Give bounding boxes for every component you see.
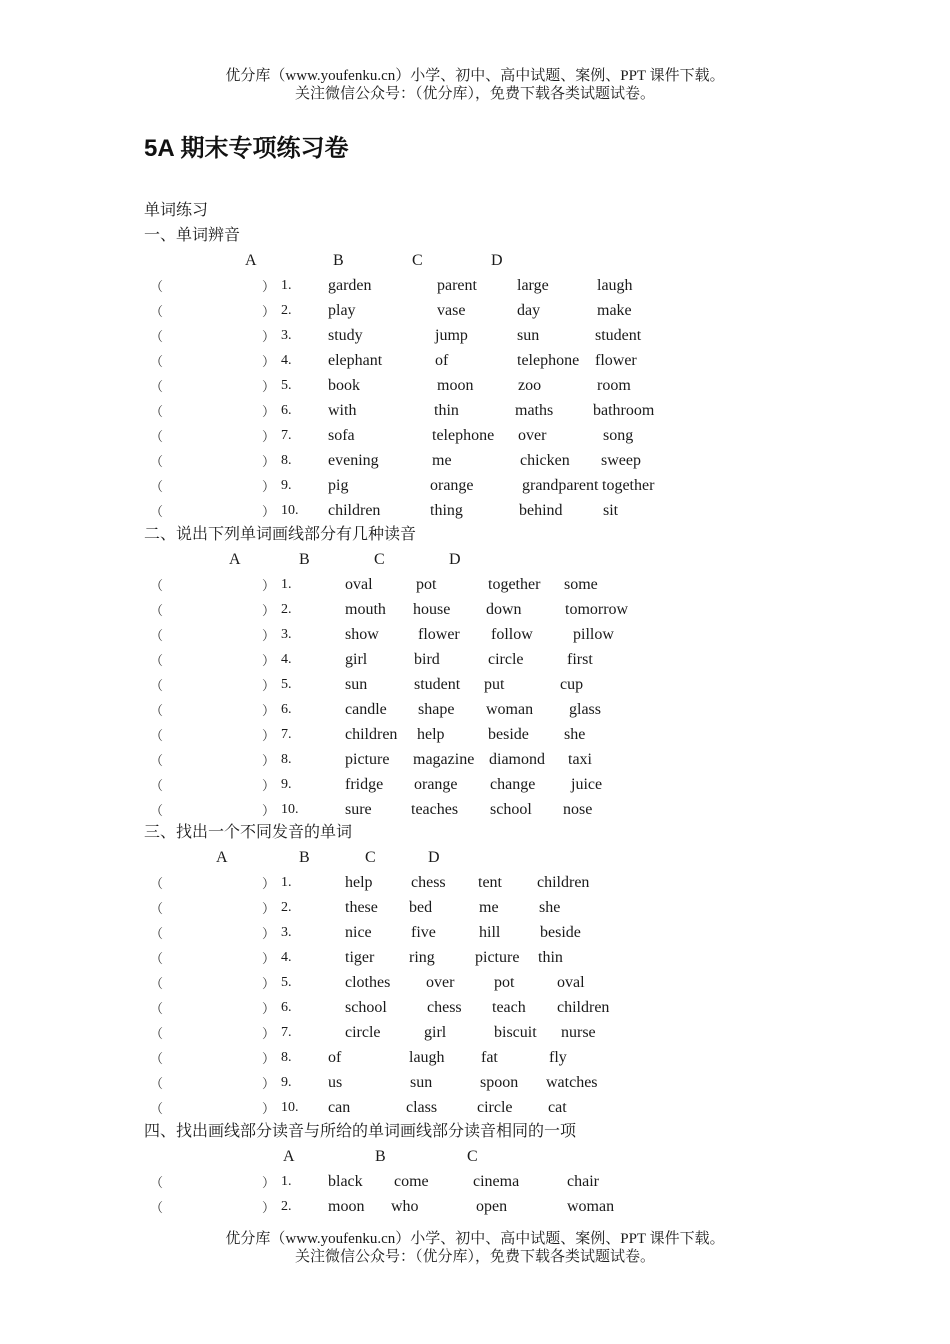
- answer-blank[interactable]: [166, 301, 260, 321]
- option-letter: C: [467, 1148, 478, 1165]
- footer-line-1: 优分库（www.youfenku.cn）小学、初中、高中试题、案例、PPT 课件下载。: [225, 1231, 725, 1247]
- question-number: 2.: [281, 602, 292, 617]
- answer-blank[interactable]: [166, 973, 260, 993]
- word-option: school: [345, 999, 387, 1016]
- answer-paren-open: （: [150, 901, 164, 916]
- word-option: candle: [345, 701, 387, 718]
- answer-paren-open: （: [150, 578, 164, 593]
- answer-paren-close: ）: [262, 279, 276, 294]
- answer-paren-close: ）: [262, 603, 276, 618]
- word-option: parent: [437, 277, 477, 294]
- word-option: grandparent: [522, 477, 599, 494]
- word-option: watches: [546, 1074, 598, 1091]
- answer-paren-close: ）: [262, 504, 276, 519]
- word-option: chess: [427, 999, 462, 1016]
- question-number: 5.: [281, 975, 292, 990]
- word-option: maths: [515, 402, 554, 419]
- word-option: flower: [418, 626, 460, 643]
- word-option: tent: [478, 874, 502, 891]
- answer-paren-open: （: [150, 279, 164, 294]
- word-option: sit: [603, 502, 619, 519]
- answer-blank[interactable]: [166, 800, 260, 820]
- answer-paren-open: （: [150, 479, 164, 494]
- question-number: 8.: [281, 453, 292, 468]
- header-line-2: 关注微信公众号：（优分库），免费下载各类试题试卷。: [294, 86, 655, 102]
- answer-paren-close: ）: [262, 429, 276, 444]
- word-option: day: [517, 302, 541, 319]
- word-option: telephone: [517, 352, 580, 369]
- answer-blank[interactable]: [166, 923, 260, 943]
- word-option: house: [413, 601, 451, 618]
- word-option: cinema: [473, 1173, 520, 1190]
- word-option: hill: [479, 924, 501, 941]
- header-line-1: 优分库（www.youfenku.cn）小学、初中、高中试题、案例、PPT 课件下载。: [225, 68, 725, 84]
- answer-paren-open: （: [150, 454, 164, 469]
- word-option: together: [602, 477, 655, 494]
- word-option: girl: [424, 1024, 447, 1041]
- word-option: teach: [492, 999, 526, 1016]
- question-number: 1.: [281, 875, 292, 890]
- answer-paren-open: （: [150, 951, 164, 966]
- answer-paren-open: （: [150, 876, 164, 891]
- word-option: circle: [477, 1099, 513, 1116]
- option-letter: A: [229, 551, 241, 568]
- answer-paren-open: （: [150, 976, 164, 991]
- answer-blank[interactable]: [166, 376, 260, 396]
- word-option: evening: [328, 452, 379, 469]
- word-option: sun: [410, 1074, 433, 1091]
- answer-paren-close: ）: [262, 404, 276, 419]
- question-number: 9.: [281, 777, 292, 792]
- question-number: 10.: [281, 802, 299, 817]
- word-option: pig: [328, 477, 349, 494]
- answer-blank[interactable]: [166, 501, 260, 521]
- answer-paren-open: （: [150, 728, 164, 743]
- answer-blank[interactable]: [166, 1023, 260, 1043]
- word-option: nice: [345, 924, 372, 941]
- word-option: sun: [345, 676, 368, 693]
- answer-paren-open: （: [150, 753, 164, 768]
- answer-blank[interactable]: [166, 998, 260, 1018]
- answer-blank[interactable]: [166, 1197, 260, 1217]
- answer-paren-close: ）: [262, 926, 276, 941]
- word-option: who: [391, 1198, 419, 1215]
- question-number: 2.: [281, 303, 292, 318]
- answer-paren-close: ）: [262, 778, 276, 793]
- word-option: pot: [494, 974, 515, 991]
- question-number: 10.: [281, 1100, 299, 1115]
- answer-paren-open: （: [150, 628, 164, 643]
- answer-blank[interactable]: [166, 476, 260, 496]
- word-option: flower: [595, 352, 637, 369]
- answer-paren-close: ）: [262, 976, 276, 991]
- option-letter: B: [299, 551, 310, 568]
- word-option: children: [557, 999, 610, 1016]
- answer-paren-open: （: [150, 703, 164, 718]
- answer-paren-open: （: [150, 1175, 164, 1190]
- word-option: garden: [328, 277, 372, 294]
- word-option: sofa: [328, 427, 355, 444]
- word-option: zoo: [518, 377, 542, 394]
- answer-paren-open: （: [150, 1076, 164, 1091]
- word-option: pillow: [573, 626, 614, 643]
- answer-paren-close: ）: [262, 653, 276, 668]
- answer-paren-open: （: [150, 803, 164, 818]
- answer-paren-open: （: [150, 1101, 164, 1116]
- answer-paren-open: （: [150, 1051, 164, 1066]
- answer-blank[interactable]: [166, 351, 260, 371]
- word-option: over: [426, 974, 455, 991]
- word-option: ring: [409, 949, 435, 966]
- word-option: bird: [414, 651, 440, 668]
- word-option: she: [564, 726, 586, 743]
- question-number: 6.: [281, 1000, 292, 1015]
- option-letter: A: [245, 252, 257, 269]
- answer-paren-open: （: [150, 379, 164, 394]
- word-option: juice: [571, 776, 603, 793]
- answer-paren-close: ）: [262, 951, 276, 966]
- question-number: 2.: [281, 1199, 292, 1214]
- answer-paren-close: ）: [262, 479, 276, 494]
- answer-blank[interactable]: [166, 1048, 260, 1068]
- word-option: help: [345, 874, 373, 891]
- word-option: behind: [519, 502, 563, 519]
- word-option: thin: [538, 949, 563, 966]
- answer-paren-close: ）: [262, 876, 276, 891]
- option-letter: B: [299, 849, 310, 866]
- word-option: teaches: [411, 801, 459, 818]
- answer-blank[interactable]: [166, 1098, 260, 1118]
- question-number: 7.: [281, 428, 292, 443]
- word-option: laugh: [409, 1049, 445, 1066]
- answer-paren-close: ）: [262, 1101, 276, 1116]
- word-option: woman: [486, 701, 534, 718]
- word-option: come: [394, 1173, 429, 1190]
- footer-line-2: 关注微信公众号：（优分库），免费下载各类试题试卷。: [294, 1249, 655, 1265]
- word-option: nurse: [561, 1024, 596, 1041]
- answer-blank[interactable]: [166, 426, 260, 446]
- word-option: children: [537, 874, 590, 891]
- answer-blank[interactable]: [166, 625, 260, 645]
- option-letter: D: [491, 252, 503, 269]
- word-option: bathroom: [593, 402, 655, 419]
- option-letter: D: [449, 551, 461, 568]
- answer-paren-close: ）: [262, 329, 276, 344]
- word-option: thin: [434, 402, 459, 419]
- word-option: of: [328, 1049, 342, 1066]
- answer-paren-close: ）: [262, 703, 276, 718]
- word-option: beside: [540, 924, 581, 941]
- question-number: 5.: [281, 378, 292, 393]
- word-option: room: [597, 377, 631, 394]
- answer-blank[interactable]: [166, 575, 260, 595]
- answer-paren-close: ）: [262, 1175, 276, 1190]
- option-letter: B: [333, 252, 344, 269]
- word-option: chair: [567, 1173, 599, 1190]
- answer-paren-open: （: [150, 504, 164, 519]
- word-option: magazine: [413, 751, 475, 768]
- answer-paren-close: ）: [262, 1026, 276, 1041]
- word-option: five: [411, 924, 436, 941]
- word-option: with: [328, 402, 357, 419]
- word-option: glass: [569, 701, 601, 718]
- answer-blank[interactable]: [166, 650, 260, 670]
- question-number: 3.: [281, 627, 292, 642]
- word-option: oval: [557, 974, 585, 991]
- word-option: woman: [567, 1198, 615, 1215]
- answer-paren-close: ）: [262, 379, 276, 394]
- word-option: children: [345, 726, 398, 743]
- word-option: chess: [411, 874, 446, 891]
- word-option: study: [328, 327, 363, 344]
- answer-paren-close: ）: [262, 578, 276, 593]
- answer-paren-open: （: [150, 404, 164, 419]
- word-option: laugh: [597, 277, 633, 294]
- answer-paren-open: （: [150, 678, 164, 693]
- word-option: of: [435, 352, 449, 369]
- word-option: picture: [345, 751, 390, 768]
- word-option: picture: [475, 949, 520, 966]
- answer-paren-open: （: [150, 354, 164, 369]
- word-option: clothes: [345, 974, 391, 991]
- answer-paren-open: （: [150, 329, 164, 344]
- word-option: pot: [416, 576, 437, 593]
- word-option: orange: [414, 776, 458, 793]
- word-option: biscuit: [494, 1024, 537, 1041]
- answer-blank[interactable]: [166, 948, 260, 968]
- word-option: school: [490, 801, 532, 818]
- answer-blank[interactable]: [166, 326, 260, 346]
- word-option: sure: [345, 801, 372, 818]
- answer-paren-close: ）: [262, 901, 276, 916]
- question-number: 4.: [281, 950, 292, 965]
- question-number: 1.: [281, 1174, 292, 1189]
- option-letter: D: [428, 849, 440, 866]
- word-option: song: [603, 427, 634, 444]
- answer-blank[interactable]: [166, 600, 260, 620]
- word-option: she: [539, 899, 561, 916]
- question-number: 1.: [281, 577, 292, 592]
- word-option: moon: [437, 377, 474, 394]
- word-option: cup: [560, 676, 584, 693]
- word-option: bed: [409, 899, 433, 916]
- answer-blank[interactable]: [166, 401, 260, 421]
- word-option: moon: [328, 1198, 365, 1215]
- question-number: 3.: [281, 925, 292, 940]
- section-label: 单词练习: [144, 202, 209, 219]
- question-number: 3.: [281, 328, 292, 343]
- answer-paren-open: （: [150, 778, 164, 793]
- word-option: chicken: [520, 452, 570, 469]
- question-number: 7.: [281, 727, 292, 742]
- answer-paren-close: ）: [262, 728, 276, 743]
- word-option: put: [484, 676, 505, 693]
- answer-blank[interactable]: [166, 700, 260, 720]
- question-number: 6.: [281, 403, 292, 418]
- answer-blank[interactable]: [166, 1073, 260, 1093]
- word-option: large: [517, 277, 549, 294]
- question-number: 4.: [281, 353, 292, 368]
- word-option: class: [406, 1099, 438, 1116]
- word-option: orange: [430, 477, 474, 494]
- answer-blank[interactable]: [166, 898, 260, 918]
- question-number: 2.: [281, 900, 292, 915]
- word-option: show: [345, 626, 379, 643]
- word-option: telephone: [432, 427, 495, 444]
- word-option: these: [345, 899, 378, 916]
- word-option: beside: [488, 726, 529, 743]
- word-option: nose: [563, 801, 593, 818]
- word-option: circle: [488, 651, 524, 668]
- word-option: fridge: [345, 776, 384, 793]
- option-letter: A: [216, 849, 228, 866]
- word-option: follow: [491, 626, 533, 643]
- word-option: diamond: [489, 751, 545, 768]
- page-title: 5A 期末专项练习卷: [144, 135, 349, 162]
- word-option: black: [328, 1173, 363, 1190]
- word-option: can: [328, 1099, 351, 1116]
- word-option: spoon: [480, 1074, 519, 1091]
- question-number: 9.: [281, 1075, 292, 1090]
- answer-paren-open: （: [150, 1200, 164, 1215]
- question-number: 7.: [281, 1025, 292, 1040]
- word-option: play: [328, 302, 356, 319]
- word-option: vase: [437, 302, 466, 319]
- answer-paren-close: ）: [262, 1076, 276, 1091]
- question-number: 8.: [281, 752, 292, 767]
- word-option: over: [518, 427, 547, 444]
- answer-paren-close: ）: [262, 1001, 276, 1016]
- word-option: me: [432, 452, 452, 469]
- answer-paren-close: ）: [262, 678, 276, 693]
- answer-paren-open: （: [150, 603, 164, 618]
- answer-paren-close: ）: [262, 354, 276, 369]
- word-option: sun: [517, 327, 540, 344]
- word-option: oval: [345, 576, 373, 593]
- word-option: tomorrow: [565, 601, 629, 618]
- question-number: 6.: [281, 702, 292, 717]
- answer-paren-open: （: [150, 926, 164, 941]
- part-heading: 一、单词辨音: [144, 227, 241, 244]
- word-option: some: [564, 576, 598, 593]
- word-option: student: [414, 676, 461, 693]
- word-option: book: [328, 377, 360, 394]
- answer-paren-close: ）: [262, 753, 276, 768]
- word-option: make: [597, 302, 632, 319]
- answer-paren-close: ）: [262, 1051, 276, 1066]
- word-option: thing: [430, 502, 463, 519]
- answer-blank[interactable]: [166, 1172, 260, 1192]
- answer-paren-open: （: [150, 653, 164, 668]
- answer-paren-close: ）: [262, 454, 276, 469]
- word-option: down: [486, 601, 522, 618]
- word-option: fly: [549, 1049, 567, 1066]
- option-letter: C: [412, 252, 423, 269]
- word-option: mouth: [345, 601, 386, 618]
- answer-paren-close: ）: [262, 803, 276, 818]
- word-option: together: [488, 576, 541, 593]
- answer-blank[interactable]: [166, 675, 260, 695]
- word-option: tiger: [345, 949, 375, 966]
- question-number: 5.: [281, 677, 292, 692]
- answer-paren-open: （: [150, 1001, 164, 1016]
- question-number: 9.: [281, 478, 292, 493]
- answer-paren-close: ）: [262, 1200, 276, 1215]
- answer-blank[interactable]: [166, 873, 260, 893]
- option-letter: C: [365, 849, 376, 866]
- word-option: help: [417, 726, 445, 743]
- word-option: change: [490, 776, 536, 793]
- option-letter: B: [375, 1148, 386, 1165]
- question-number: 4.: [281, 652, 292, 667]
- answer-paren-close: ）: [262, 304, 276, 319]
- word-option: open: [476, 1198, 508, 1215]
- page-footer: [0, 1230, 950, 1266]
- answer-paren-open: （: [150, 304, 164, 319]
- part-heading: 三、找出一个不同发音的单词: [144, 824, 353, 841]
- part-heading: 四、找出画线部分读音与所给的单词画线部分读音相同的一项: [144, 1123, 577, 1140]
- page-header: [0, 67, 950, 103]
- word-option: children: [328, 502, 381, 519]
- word-option: girl: [345, 651, 368, 668]
- word-option: elephant: [328, 352, 383, 369]
- question-number: 10.: [281, 503, 299, 518]
- answer-blank[interactable]: [166, 775, 260, 795]
- word-option: jump: [435, 327, 468, 344]
- word-option: shape: [418, 701, 455, 718]
- word-option: first: [567, 651, 593, 668]
- answer-blank[interactable]: [166, 276, 260, 296]
- answer-blank[interactable]: [166, 451, 260, 471]
- option-letter: A: [283, 1148, 295, 1165]
- word-option: student: [595, 327, 642, 344]
- answer-blank[interactable]: [166, 725, 260, 745]
- answer-paren-open: （: [150, 1026, 164, 1041]
- word-option: me: [479, 899, 499, 916]
- answer-paren-close: ）: [262, 628, 276, 643]
- word-option: circle: [345, 1024, 381, 1041]
- part-heading: 二、说出下列单词画线部分有几种读音: [144, 526, 417, 543]
- word-option: fat: [481, 1049, 498, 1066]
- question-number: 1.: [281, 278, 292, 293]
- word-option: taxi: [568, 751, 592, 768]
- answer-paren-open: （: [150, 429, 164, 444]
- question-number: 8.: [281, 1050, 292, 1065]
- word-option: us: [328, 1074, 343, 1091]
- option-letter: C: [374, 551, 385, 568]
- answer-blank[interactable]: [166, 750, 260, 770]
- word-option: cat: [548, 1099, 567, 1116]
- word-option: sweep: [601, 452, 641, 469]
